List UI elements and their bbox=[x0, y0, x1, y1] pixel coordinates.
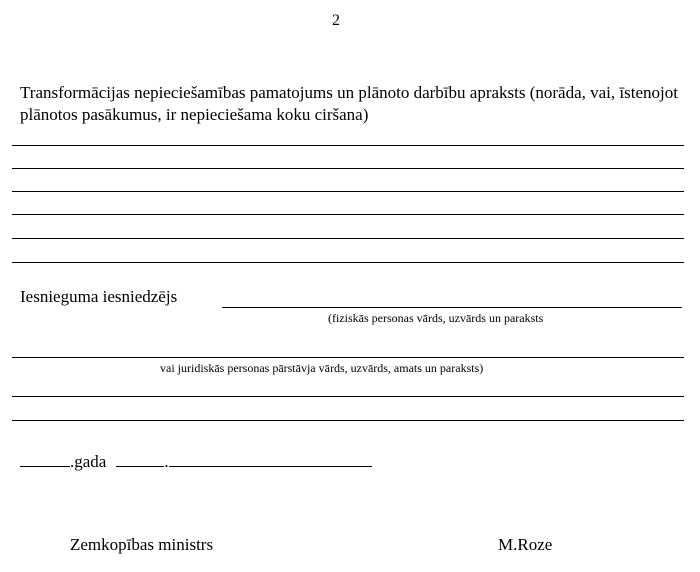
day-separator: . bbox=[164, 452, 169, 471]
applicant-legal-line[interactable] bbox=[12, 357, 684, 358]
justification-line-6[interactable] bbox=[12, 262, 684, 263]
applicant-label: Iesnieguma iesniedzējs bbox=[20, 287, 178, 306]
month-blank[interactable] bbox=[169, 451, 372, 467]
justification-line-3[interactable] bbox=[12, 191, 684, 192]
date-line bbox=[20, 451, 372, 472]
year-blank[interactable] bbox=[20, 451, 70, 467]
day-blank[interactable] bbox=[116, 451, 164, 467]
extra-line-1[interactable] bbox=[12, 396, 684, 397]
justification-line-5[interactable] bbox=[12, 238, 684, 239]
justification-label: Transformācijas nepieciešamības pamatojums un plānoto darbību apraksts (norāda, vai, īstenojot plānotos pasākumus, ir nepieciešama koku ciršana) bbox=[20, 83, 678, 124]
applicant-signature-line[interactable] bbox=[222, 307, 682, 308]
justification-line-2[interactable] bbox=[12, 168, 684, 169]
justification-line-4[interactable] bbox=[12, 214, 684, 215]
year-suffix: .gada bbox=[70, 452, 107, 471]
minister-name: M.Roze bbox=[498, 535, 553, 554]
page-number: 2 bbox=[332, 12, 340, 29]
justification-line-1[interactable] bbox=[12, 145, 684, 146]
applicant-caption-legal-person: vai juridiskās personas pārstāvja vārds, uzvārds, amats un paraksts) bbox=[160, 361, 484, 375]
extra-line-2[interactable] bbox=[12, 420, 684, 421]
applicant-caption-natural-person: (fiziskās personas vārds, uzvārds un paraksts bbox=[328, 311, 544, 325]
minister-title: Zemkopības ministrs bbox=[70, 535, 214, 554]
